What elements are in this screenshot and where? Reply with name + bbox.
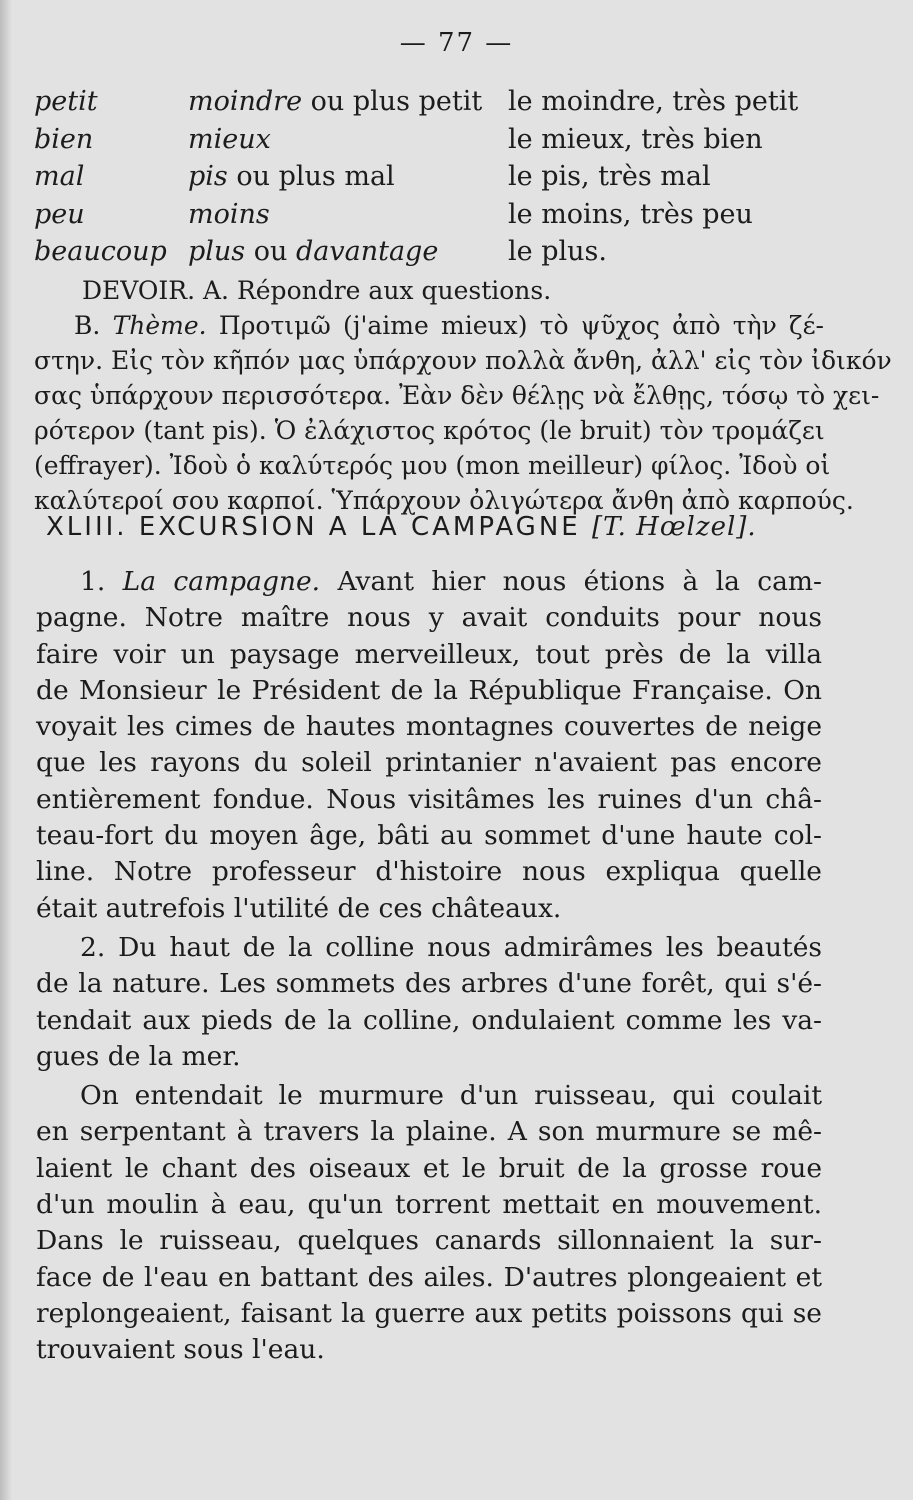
devoir-line: (effrayer). Ἰδοὺ ὁ καλύτερός μου (mon meilleur) φίλος. Ἰδοὺ οἱ: [34, 450, 831, 480]
text-line: voyait les cimes de hautes montagnes couvertes de neige: [36, 711, 822, 743]
lesson-author: [T. Hœlzel].: [591, 512, 757, 542]
section-title: La campagne.: [122, 566, 321, 597]
theme-label: Thème.: [112, 310, 207, 340]
paragraph: [36, 564, 822, 927]
comparative-form: mieux: [188, 123, 271, 155]
table-row: [34, 161, 894, 199]
text-line: 1. La campagne. Avant hier nous étions à la cam-: [80, 566, 822, 597]
lesson-heading: [46, 512, 757, 542]
comparative-form: pis ou plus mal: [188, 161, 395, 192]
text-line: teau-fort du moyen âge, bâti au sommet d'une haute col-: [36, 820, 822, 852]
page-binding-edge: [0, 0, 12, 1500]
superlative-form: le pis, très mal: [508, 161, 711, 192]
paragraph: [36, 1078, 822, 1368]
superlative-form: le moindre, très petit: [508, 86, 799, 117]
devoir-exercise: [34, 276, 892, 521]
comparative-form: moins: [188, 198, 270, 230]
superlative-form: le moins, très peu: [508, 198, 753, 230]
text-line: était autrefois l'utilité de ces châteaux.: [36, 892, 562, 924]
positive-form: peu: [34, 198, 85, 230]
text-line: line. Notre professeur d'histoire nous expliqua quelle: [36, 856, 822, 888]
positive-form: mal: [34, 161, 85, 192]
text-line: laient le chant des oiseaux et le bruit de la grosse roue: [36, 1152, 822, 1184]
devoir-line: B. Thème. Προτιμῶ (j'aime mieux) τὸ ψῦχος ἀπὸ τὴν ζέ-: [74, 310, 824, 340]
positive-form: bien: [34, 123, 94, 155]
page-number: — 77 —: [399, 28, 514, 58]
positive-form: petit: [34, 86, 98, 117]
table-row: [34, 236, 894, 274]
text-line: pagne. Notre maître nous y avait conduits pour nous: [36, 602, 822, 634]
table-row: [34, 86, 894, 124]
text-line: d'un moulin à eau, qu'un torrent mettait en mouvement.: [36, 1189, 822, 1221]
devoir-line: καλύτεροί σου καρποί. Ὑπάρχουν ὀλιγώτερα ἄνθη ἀπὸ καρπούς.: [34, 485, 854, 515]
comparison-table: [34, 86, 894, 274]
paragraph: [36, 930, 822, 1075]
text-line: de Monsieur le Président de la République Française. On: [36, 674, 822, 706]
comparative-form: plus ou davantage: [188, 236, 439, 267]
positive-form: beaucoup: [34, 236, 167, 267]
lesson-title: XLIII. EXCURSION A LA CAMPAGNE: [46, 512, 581, 542]
text-line: faire voir un paysage merveilleux, tout près de la villa: [36, 638, 822, 670]
comparative-form: moindre ou plus petit: [188, 86, 483, 117]
text-line: trouvaient sous l'eau.: [36, 1334, 325, 1366]
devoir-line: σας ὑπάρχουν περισσότερα. Ἐὰν δὲν θέλῃς νὰ ἔλθῃς, τόσῳ τὸ χει-: [34, 380, 880, 410]
superlative-form: le plus.: [508, 236, 607, 267]
devoir-line: στην. Εἰς τὸν κῆπόν μας ὑπάρχουν πολλὰ ἄνθη, ἀλλ' εἰς τὸν ἰδικόν: [34, 345, 892, 375]
table-row: [34, 124, 894, 162]
superlative-form: le mieux, très bien: [508, 123, 763, 155]
text-line: de la nature. Les sommets des arbres d'une forêt, qui s'é-: [36, 968, 822, 1000]
text-line: tendait aux pieds de la colline, ondulaient comme les va-: [36, 1004, 822, 1036]
text-line: en serpentant à travers la plaine. A son murmure se mê-: [36, 1116, 822, 1148]
lesson-body: [36, 564, 822, 1369]
text-line: que les rayons du soleil printanier n'avaient pas encore: [36, 747, 822, 779]
text-line: Dans le ruisseau, quelques canards sillonnaient la sur-: [36, 1225, 822, 1257]
text-line: gues de la mer.: [36, 1040, 241, 1072]
text-line: On entendait le murmure d'un ruisseau, qui coulait: [80, 1080, 822, 1112]
devoir-line: ρότερον (tant pis). Ὁ ἐλάχιστος κρότος (le bruit) τὸν τρομάζει: [34, 415, 825, 445]
text-line: replongeaient, faisant la guerre aux petits poissons qui se: [36, 1297, 822, 1329]
devoir-line-a: DEVOIR. A. Répondre aux questions.: [82, 276, 552, 305]
text-line: entièrement fondue. Nous visitâmes les ruines d'un châ-: [36, 783, 822, 815]
text-line: face de l'eau en battant des ailes. D'autres plongeaient et: [36, 1261, 822, 1293]
table-row: [34, 199, 894, 237]
text-line: 2. Du haut de la colline nous admirâmes les beautés: [80, 931, 822, 963]
